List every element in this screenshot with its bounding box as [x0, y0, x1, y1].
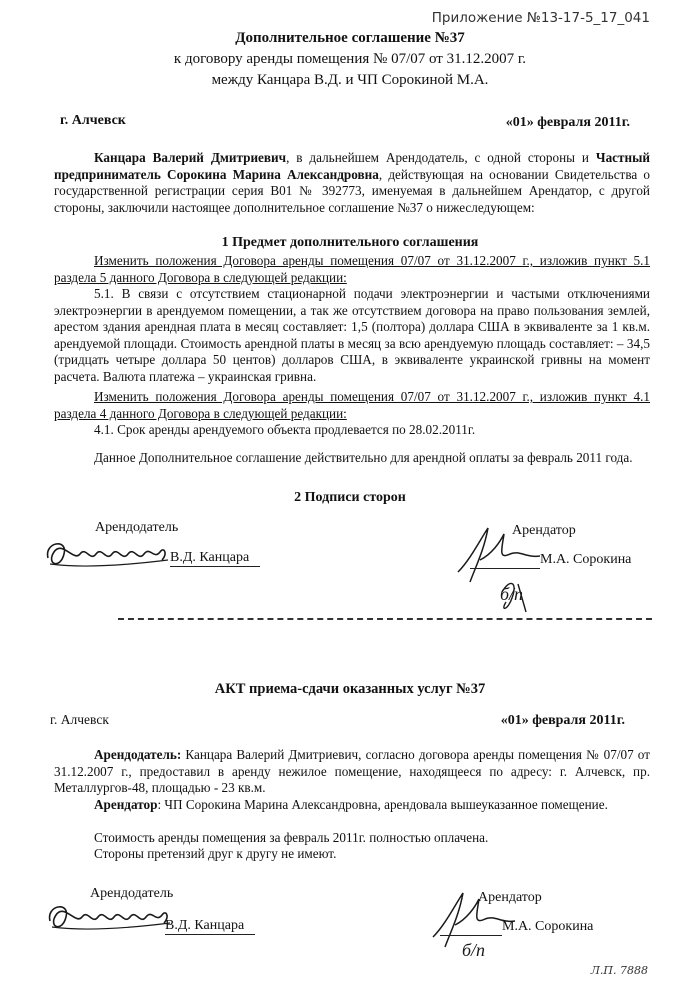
tenant-signature-line-2 [440, 935, 502, 936]
change-clause-4-1 [54, 389, 650, 422]
change-clause-4-1-text: Изменить положения Договора аренды помещения 07/07 от 31.12.2007 г., изложив пункт 4.1 раздела 4 данного Договора в следующей редакции: [54, 389, 650, 421]
act-landlord-label-sign: Арендодатель [90, 886, 174, 901]
act-tenant-paragraph [54, 797, 650, 814]
landlord-signature-line-2 [165, 934, 255, 935]
act-payment-text: Стоимость аренды помещения за февраль 2011г. полностью оплачена. [94, 830, 489, 845]
section-1-title: 1 Предмет дополнительного соглашения [221, 235, 479, 250]
act-date: «01» февраля 2011г. [500, 713, 625, 728]
act-tenant-name: М.А. Сорокина [502, 919, 594, 934]
act-tenant-text: : ЧП Сорокина Марина Александровна, арендовала вышеуказанное помещение. [157, 797, 608, 812]
act-landlord-paragraph [54, 747, 650, 797]
agreement-tenant-name: М.А. Сорокина [540, 552, 632, 567]
intro-text-1: , в дальнейшем Арендодатель, с одной стороны и [286, 150, 596, 165]
agreement-landlord-name: В.Д. Канцара [170, 550, 250, 565]
act-tenant-label: Арендатор [94, 797, 158, 812]
agreement-tenant-label: Арендатор [512, 523, 576, 538]
tenant-signature-line-1 [470, 568, 540, 569]
validity-statement [54, 450, 650, 467]
change-clause-5-1 [54, 253, 650, 286]
act-landlord-text: Канцара Валерий Дмитриевич, согласно договора аренды помещения № 07/07 от 31.12.2007 г., предоставил в аренду нежилое помещение, находящееся по адресу: г. Алчевск, пр. Металлургов-48, площадью - 23 кв.м. [54, 747, 650, 796]
agreement-intro [54, 150, 650, 216]
handwritten-note: Л.П. 7888 [590, 964, 648, 977]
act-payment-statement [54, 830, 650, 847]
change-clause-5-1-text: Изменить положения Договора аренды помещения 07/07 от 31.12.2007 г., изложив пункт 5.1 раздела 5 данного Договора в следующей редакции: [54, 253, 650, 285]
agreement-date: «01» февраля 2011г. [505, 115, 630, 130]
landlord-signature-2 [42, 893, 177, 938]
act-tenant-label-sign: Арендатор [478, 890, 542, 905]
intro-text-2: , действующая на основании Свидетельства о государственной регистрации серия В01 № 392773, именуемая в дальнейшем Арендатор, с другой стороны, заключили настоящее дополнительное соглашение №37 о нижеследующем: [54, 166, 651, 215]
tenant-signature-mark-2: б/п [462, 940, 486, 960]
clause-5-1-text: 5.1. В связи с отсутствием стационарной подачи электроэнергии и частыми отключениями электроэнергии в арендуемом помещении, а так же отсутствием договора на право пользования землей, арестом здания арендная плата в месяц составляет: 1,5 (полтора) доллара США в эквиваленте за 1 кв.м. арендуемой площади. Стоимость арендной платы в месяц за всю арендуемую площадь составляет: – 34,5 (тридцать четыре доллара 50 центов) долларов США, в эквиваленте украинской гривны на момент расчета. Валюта платежа – украинская гривна. [54, 286, 650, 384]
tenant-full-name: Частный предприниматель Сорокина Марина Александровна [54, 150, 650, 182]
clause-5-1 [54, 286, 650, 386]
act-no-claims-statement [54, 846, 650, 863]
appendix-number: Приложение №13-17-5_17_041 [431, 10, 650, 26]
tenant-signature-mark-1: б/п [500, 584, 524, 604]
act-landlord-name: В.Д. Канцара [165, 918, 245, 933]
act-title: АКТ приема-сдачи оказанных услуг №37 [214, 681, 486, 697]
agreement-city: г. Алчевск [60, 113, 126, 128]
clause-4-1 [54, 422, 650, 439]
agreement-title: Дополнительное соглашение №37 [235, 30, 465, 46]
agreement-landlord-label: Арендодатель [95, 520, 179, 535]
landlord-signature-1 [40, 530, 175, 575]
landlord-full-name: Канцара Валерий Дмитриевич [94, 150, 287, 165]
act-city: г. Алчевск [50, 712, 109, 727]
agreement-subtitle-parties: между Канцара В.Д. и ЧП Сорокиной М.А. [211, 72, 489, 88]
act-no-claims-text: Стороны претензий друг к другу не имеют. [94, 846, 337, 861]
section-2-title: 2 Подписи сторон [294, 490, 406, 505]
tenant-signature-1 [440, 520, 550, 620]
agreement-subtitle-contract: к договору аренды помещения № 07/07 от 31.12.2007 г. [173, 51, 527, 67]
act-landlord-label: Арендодатель: [94, 747, 182, 762]
cut-line-divider [118, 618, 652, 620]
landlord-signature-line-1 [170, 566, 260, 567]
validity-statement-text: Данное Дополнительное соглашение действительно для арендной оплаты за февраль 2011 года. [94, 450, 633, 465]
clause-4-1-text: 4.1. Срок аренды арендуемого объекта продлевается по 28.02.2011г. [94, 422, 476, 437]
